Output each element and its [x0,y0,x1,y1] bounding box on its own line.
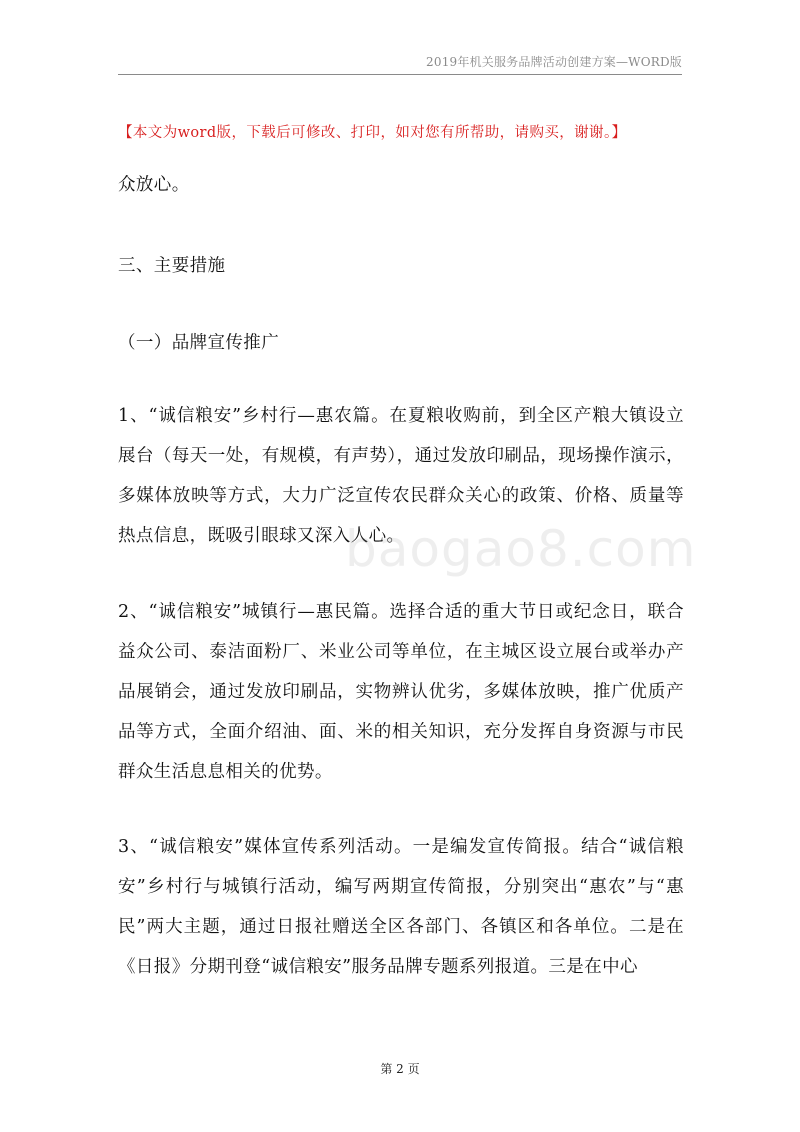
paragraph-continuation: 众放心。 [118,175,190,195]
paragraph-item-3: 3、“诚信粮安”媒体宣传系列活动。一是编发宣传简报。结合“诚信粮安”乡村行与城镇行活动，编写两期宣传简报，分别突出“惠农”与“惠民”两大主题，通过日报社赠送全区各部门、各镇区和各单位。二是在《日报》分期刊登“诚信粮安”服务品牌专题系列报道。三是在中心 [118,837,684,977]
paragraph-item-2: 2、“诚信粮安”城镇行—惠民篇。选择合适的重大节日或纪念日，联合益众公司、泰洁面粉厂、米业公司等单位，在主城区设立展台或举办产品展销会，通过发放印刷品，实物辨认优劣，多媒体放映，推广优质产品等方式，全面介绍油、面、米的相关知识，充分发挥自身资源与市民群众生活息息相关的优势。 [118,602,684,782]
header-divider [118,74,682,75]
watermark-text: baogao8.com [345,520,697,578]
subsection-heading-brand-promotion: （一）品牌宣传推广 [118,333,280,353]
page-number: 第 2 页 [380,1062,420,1076]
section-heading-measures: 三、主要措施 [118,256,226,276]
document-body [118,165,684,987]
document-header-title: 2019年机关服务品牌活动创建方案—WORD版 [426,55,682,69]
paragraph-item-1: 1、“诚信粮安”乡村行—惠农篇。在夏粮收购前，到全区产粮大镇设立展台（每天一处，有规模，有声势），通过发放印刷品，现场操作演示，多媒体放映等方式，大力广泛宣传农民群众关心的政策、价格、质量等热点信息，既吸引眼球又深入人心。 [118,406,684,546]
download-notice: 【本文为word版，下载后可修改、打印，如对您有所帮助，请购买，谢谢。】 [118,125,627,141]
